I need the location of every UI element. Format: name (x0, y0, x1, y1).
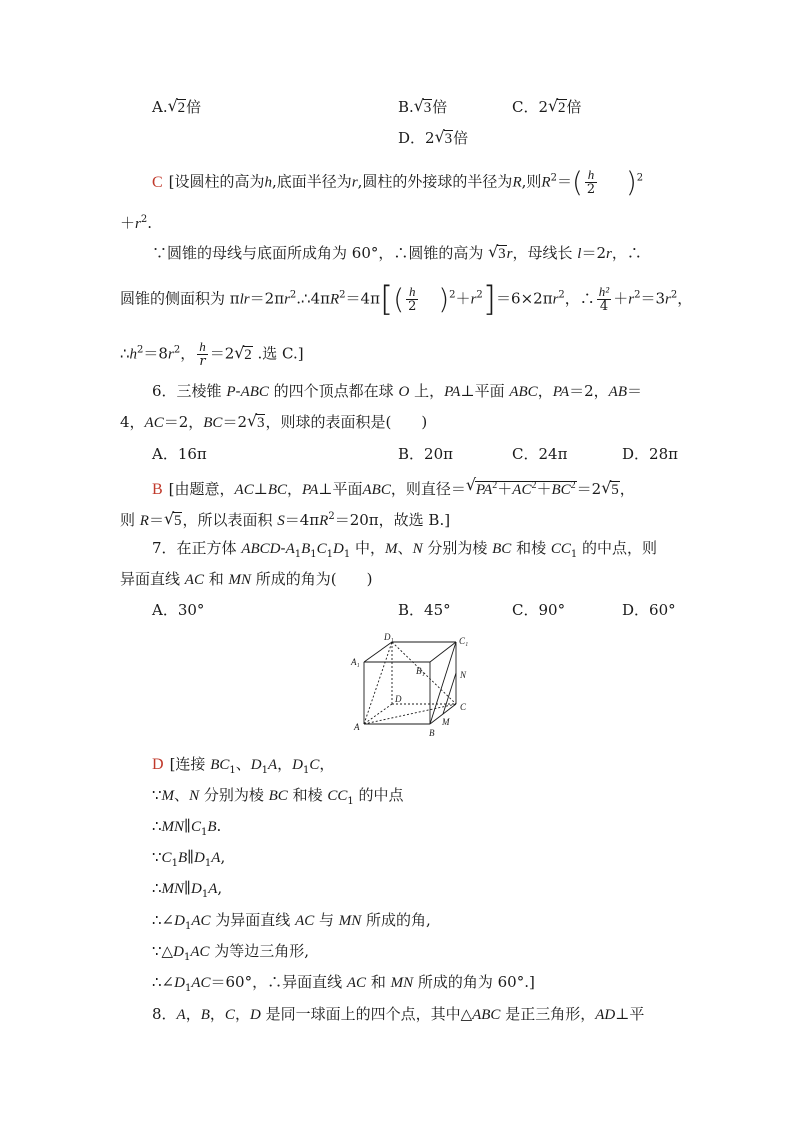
q6-option-c: C．24π (512, 445, 568, 463)
q5-option-a: A.√ 2倍 (152, 97, 201, 118)
label-c: C (460, 702, 467, 712)
label-a1: A₁ (351, 657, 360, 667)
q6-solution-line-1: B [由题意，AC⊥BC，PA⊥平面ABC，则直径＝√ $PA^2+AC^2+BC^2=2√$ 5， (152, 476, 635, 500)
segment-b-c1 (430, 642, 456, 724)
label-m: M (442, 717, 450, 727)
q7-solution-line-8: $\therefore\angle D_1AC=60^\circ$，∴异面直线 AC 和 MN 所成的角为 60°.] (152, 973, 535, 994)
segment-d1-a (364, 642, 392, 724)
q6-stem-line-1: 6．三棱锥 P-ABC 的四个顶点都在球 O 上，PA⊥平面 ABC，PA＝2，AB＝ (152, 382, 643, 400)
label-b1: B₁ (416, 666, 425, 676)
q5-solution-line-4: $\therefore h^2=8r^2$， $\frac{h}{r}$ ＝2√ 2 .选 C.] (120, 340, 304, 369)
q6-answer-letter: B (152, 481, 163, 498)
label-d1: D₁ (384, 632, 394, 642)
edge-d-a (364, 704, 392, 724)
q5-solution-line-1: C [设圆柱的高为h,底面半径为r,圆柱的外接球的半径为R,则$R^2=$( $\frac{h}{2}$ )$^2$ (152, 165, 644, 199)
q7-option-a: A．30° (152, 601, 205, 619)
q7-stem-line-2: 异面直线 AC 和 MN 所成的角为( ) (120, 570, 373, 588)
q5-solution-line-3: 圆锥的侧面积为 $\pi lr=2\pi r^2.\therefore 4\pi R^2=4\pi$[( $\frac{h}{2}$ )$^2+r^2]=6\times 2\pi r^2$，∴ $\frac{\text{h²}}{4}$ $+r^2=3r^2$， (120, 279, 693, 320)
q6-option-d: D．28π (622, 445, 678, 463)
q7-solution-line-2: ∵M、N 分别为棱 BC 和棱 $CC_1$ 的中点 (152, 786, 404, 807)
q7-option-b: B．45° (398, 601, 451, 619)
q7-solution-line-5: $\therefore MN\parallel D_1A$, (152, 879, 223, 900)
q7-option-c: C．90° (512, 601, 566, 619)
q5-option-b: B.√ 3倍 (398, 97, 447, 118)
label-a: A (354, 722, 360, 732)
q6-solution-line-2: 则 R＝√ 5，所以表面积 $S=4\pi R^2=20\pi$，故选 B.] (120, 507, 450, 531)
q7-answer-letter: D (152, 756, 164, 773)
q6-stem-line-2: 4，AC＝2，BC＝2√ 3，则球的表面积是( ) (120, 412, 427, 433)
q5-solution-line-1b: $+r^2$. (120, 214, 153, 232)
cube-figure (344, 632, 474, 742)
q5-option-d: D．2√ 3倍 (398, 128, 468, 149)
q5-solution-line-2: ∵圆锥的母线与底面所成角为 60°，∴圆锥的高为 √ 3r，母线长 l＝2r，∴ (152, 243, 642, 264)
q7-stem-line-1: 7．在正方体 ABCD-$A_1B_1C_1D_1$ 中，M、N 分别为棱 BC 和棱 $CC_1$ 的中点，则 (152, 539, 658, 560)
q7-solution-line-1: D [连接 $BC_1$、$D_1A$，$D_1C$， (152, 755, 335, 776)
q5-option-c: C．2√ 2倍 (512, 97, 582, 118)
label-b: B (429, 728, 435, 738)
edge-c1-b1 (430, 642, 456, 662)
label-c1: C₁ (459, 636, 469, 646)
q7-solution-line-6: $\therefore\angle D_1AC$ 为异面直线 AC 与 MN 所成的角, (152, 911, 431, 932)
label-n: N (460, 670, 467, 680)
q7-solution-line-7: $\because\triangle D_1AC$ 为等边三角形, (152, 942, 310, 963)
q7-solution-line-3: $\therefore MN\parallel C_1B$. (152, 817, 222, 838)
q7-solution-line-4: $\because C_1B\parallel D_1A$, (152, 848, 226, 869)
edge-a1-d1 (364, 642, 392, 662)
q5-answer-letter: C (152, 173, 163, 191)
q8-stem-line-1: 8．A，B，C，D 是同一球面上的四个点，其中△ABC 是正三角形，AD⊥平 (152, 1005, 645, 1023)
q6-option-b: B．20π (398, 445, 453, 463)
q6-option-a: A．16π (152, 445, 207, 463)
label-d: D (395, 694, 402, 704)
q7-option-d: D．60° (622, 601, 676, 619)
